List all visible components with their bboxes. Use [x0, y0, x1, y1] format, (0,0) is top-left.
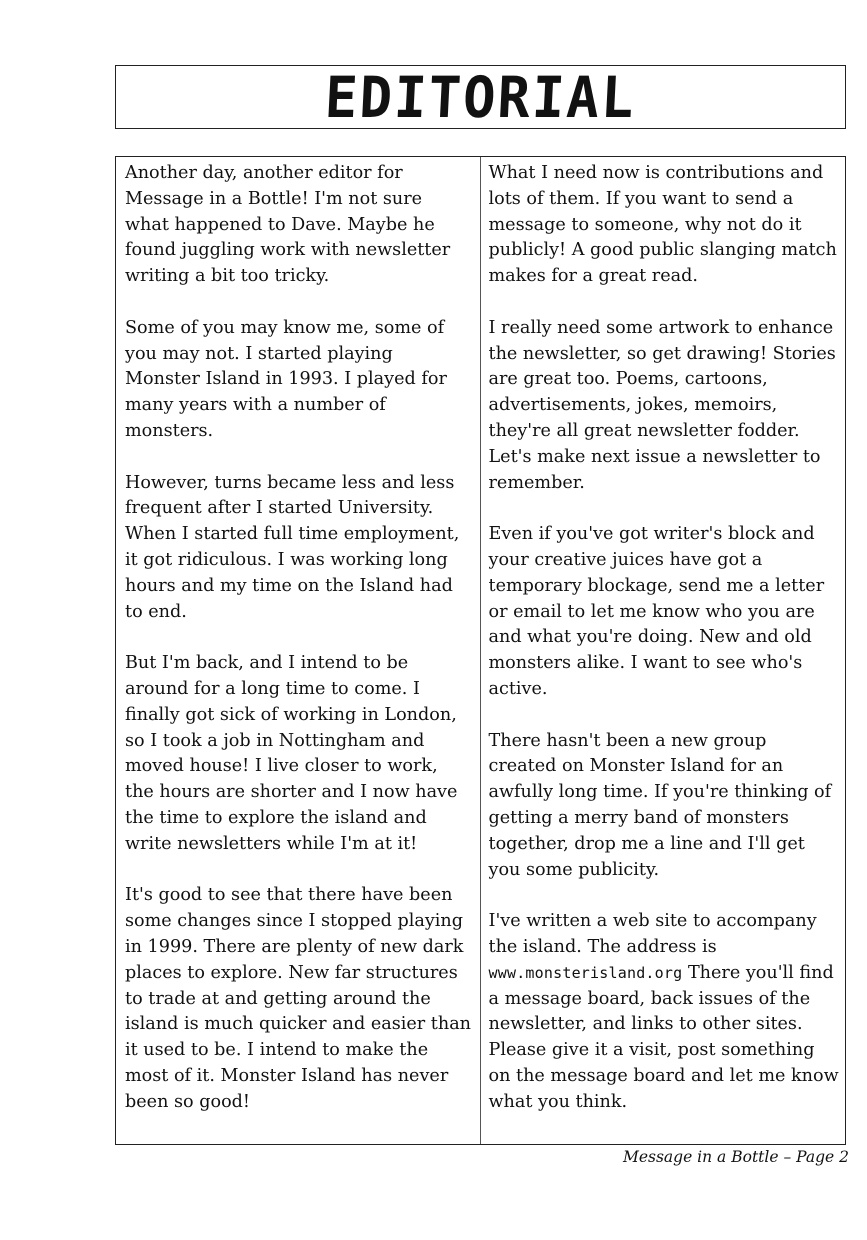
web-site-outro-text: There you'll find a message board, back issues of the newsletter, and links to other sites. Please give it a visit, post something on the message board and let me know what you think.	[488, 962, 839, 1112]
web-site-intro-text: I've written a web site to accompany the island. The address is	[488, 911, 817, 957]
page-footer: Message in a Bottle – Page 2	[622, 1148, 849, 1166]
right-paragraph-1: What I need now is contributions and lots of them. If you want to send a message to someone, why not do it publicly! A good public slanging match makes for a great read.	[488, 163, 837, 287]
left-paragraph-2: Some of you may know me, some of you may not. I started playing Monster Island in 1993. I played for many years with a number of monsters.	[125, 317, 447, 441]
right-paragraph-3: Even if you've got writer's block and your creative juices have got a temporary blockage, send me a letter or email to let me know who you are and what you're doing. New and old monsters alike. I want to see who's active.	[488, 524, 825, 699]
left-paragraph-4: But I'm back, and I intend to be around for a long time to come. I finally got sick of working in London, so I took a job in Nottingham and moved house! I live closer to work, the hours are shorter and I now have the time to explore the island and write newsletters while I'm at it!	[125, 653, 458, 854]
left-paragraph-5: It's good to see that there have been some changes since I stopped playing in 1999. There are plenty of new dark places to explore. New far structures to trade at and getting around the island is much quicker and easier than it used to be. I intend to make the most of it. Monster Island has never been so good!	[125, 885, 472, 1112]
right-column	[481, 157, 846, 1144]
left-paragraph-3: However, turns became less and less frequent after I started University. When I started full time employment, it got ridiculous. I was working long hours and my time on the Island had to end.	[125, 472, 460, 622]
web-site-url: www.monsterisland.org	[488, 963, 683, 982]
left-paragraph-1: Another day, another editor for Message in a Bottle! I'm not sure what happened to Dave. Maybe he found juggling work with newsletter writing a bit too tricky.	[125, 163, 451, 287]
right-paragraph-2: I really need some artwork to enhance the newsletter, so get drawing! Stories are great too. Poems, cartoons, advertisements, jokes, memoirs, they're all great newsletter fodder. Let's make next issue a newsletter to remember.	[488, 317, 836, 493]
page-title: EDITORIAL	[323, 64, 638, 131]
title-box	[115, 65, 846, 129]
right-paragraph-4: There hasn't been a new group created on Monster Island for an awfully long time. If you're thinking of getting a merry band of monsters together, drop me a line and I'll get you some publicity.	[488, 730, 832, 880]
editorial-body	[115, 156, 846, 1145]
left-column	[116, 157, 481, 1144]
right-paragraph-5	[489, 909, 840, 1115]
